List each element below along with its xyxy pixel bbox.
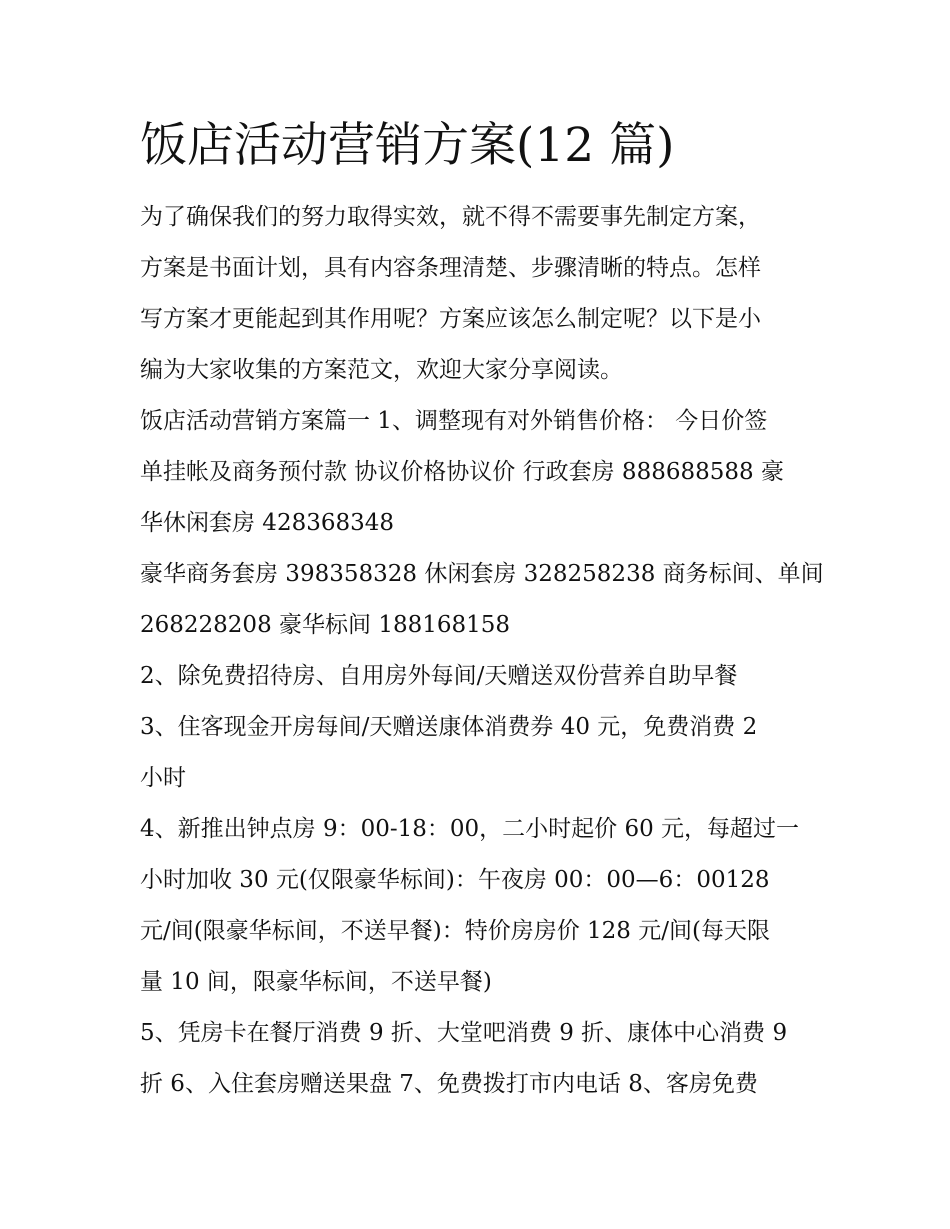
item-2-paragraph: [140, 651, 820, 702]
text-line: 编为大家收集的方案范文，欢迎大家分享阅读。: [140, 357, 623, 383]
document-page: [140, 112, 824, 1110]
text-line: 豪华商务套房 398358328 休闲套房 328258238 商务标间、单间: [140, 561, 824, 587]
document-title: 饭店活动营销方案(12 篇): [140, 118, 675, 173]
text-line: 3、住客现金开房每间/天赠送康体消费券 40 元，免费消费 2: [140, 714, 758, 740]
text-line: 5、凭房卡在餐厅消费 9 折、大堂吧消费 9 折、康体中心消费 9: [140, 1020, 788, 1046]
text-line: 小时加收 30 元(仅限豪华标间)：午夜房 00：00—6：00128: [140, 867, 770, 893]
text-line: 268228208 豪华标间 188168158: [140, 612, 511, 638]
text-line: 饭店活动营销方案篇一 1、调整现有对外销售价格： 今日价签: [140, 408, 768, 434]
item-5-paragraph: [140, 1008, 820, 1110]
section-one-paragraph: [140, 396, 820, 549]
text-line: 元/间(限豪华标间，不送早餐)：特价房房价 128 元/间(每天限: [140, 918, 770, 944]
text-line: 量 10 间，限豪华标间，不送早餐): [140, 969, 492, 995]
text-line: 小时: [140, 765, 186, 791]
text-line: 2、除免费招待房、自用房外每间/天赠送双份营养自助早餐: [140, 663, 738, 689]
text-line: 方案是书面计划，具有内容条理清楚、步骤清晰的特点。怎样: [140, 255, 761, 281]
text-line: 单挂帐及商务预付款 协议价格协议价 行政套房 888688588 豪: [140, 459, 784, 485]
item-3-paragraph: [140, 702, 820, 804]
room-prices-paragraph: [140, 549, 824, 651]
text-line: 为了确保我们的努力取得实效，就不得不需要事先制定方案，: [140, 204, 761, 230]
item-4-paragraph: [140, 804, 820, 1008]
intro-paragraph: [140, 192, 820, 396]
text-line: 写方案才更能起到其作用呢？方案应该怎么制定呢？以下是小: [140, 306, 761, 332]
text-line: 折 6、入住套房赠送果盘 7、免费拨打市内电话 8、客房免费: [140, 1071, 758, 1097]
text-line: 4、新推出钟点房 9：00-18：00，二小时起价 60 元，每超过一: [140, 816, 800, 842]
text-line: 华休闲套房 428368348: [140, 510, 395, 536]
